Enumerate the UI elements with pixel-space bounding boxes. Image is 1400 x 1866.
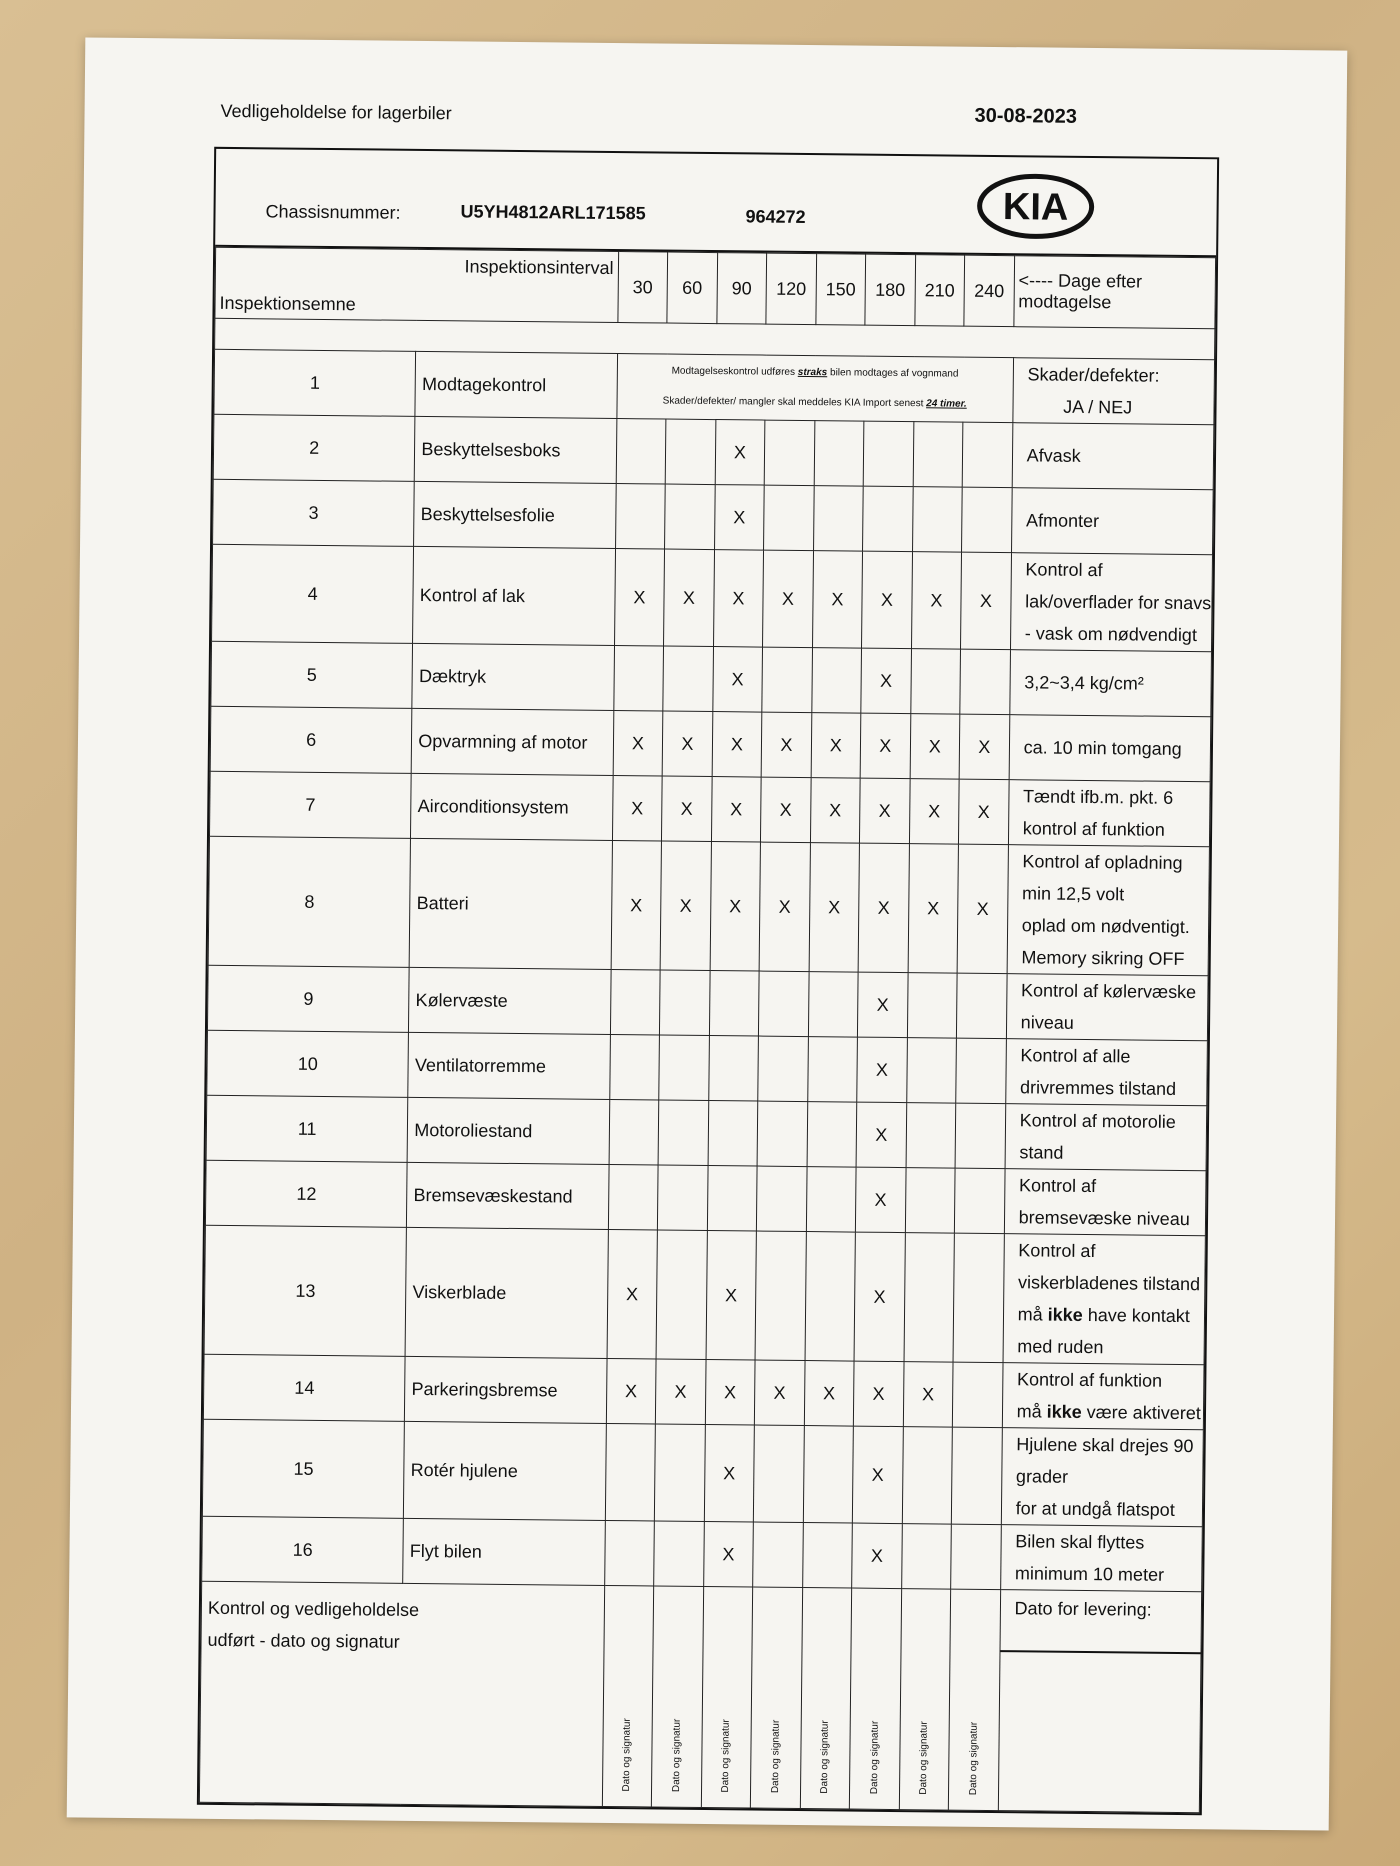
interval-mark [753,1522,803,1588]
interval-mark [660,970,710,1036]
interval-mark [610,969,660,1035]
description-line-1: Kontrol af kølervæske niveau [1020,980,1197,1033]
row-description [1000,1525,1202,1592]
interval-mark [758,1036,808,1102]
interval-mark: X [856,1102,906,1168]
row-number: 2 [213,414,415,481]
interval-mark: X [705,1360,755,1426]
description-line-2: oplad om nødventigt. Memory sikring OFF [1021,915,1190,970]
row-number: 6 [210,706,412,773]
interval-mark: X [959,714,1009,780]
interval-mark [757,1166,807,1232]
row-description [1001,1428,1203,1527]
description-line-1: Afmonter [1025,510,1100,532]
row-description [1010,553,1212,652]
row-description [1009,715,1211,782]
row-name: Viskerblade [405,1227,608,1358]
interval-mark [811,648,861,714]
table-row [210,706,1211,781]
interval-mark [757,1101,807,1167]
interval-mark [960,649,1010,715]
row-number: 3 [213,479,415,546]
interval-header-cell [215,247,618,322]
row-description [1002,1363,1204,1430]
interval-mark [807,1102,857,1168]
interval-mark: X [706,1231,757,1361]
row-number: 12 [205,1160,407,1227]
interval-mark [951,1427,1002,1525]
interval-mark [659,1035,709,1101]
signature-cell[interactable]: Dato og signatur [751,1587,803,1809]
interval-mark [663,646,713,712]
signature-cell[interactable]: Dato og signatur [850,1588,902,1810]
interval-mark: X [858,843,909,973]
days-note: <---- Dage efter modtagelse [1014,256,1216,329]
interval-mark: X [713,550,764,648]
description-line-1: Bilen skal flyttes minimum 10 meter [1014,1531,1165,1585]
interval-mark [807,1037,857,1103]
description-line-2: - vask om nødvendigt [1024,623,1197,646]
row-description [1007,845,1210,976]
interval-mark: X [704,1425,755,1523]
row-number: 16 [202,1516,404,1583]
description-line-2: kontrol af funktion [1022,818,1165,840]
description-line-1: 3,2~3,4 kg/cm² [1024,672,1144,694]
row-description [1013,358,1215,425]
table-row [203,1354,1204,1429]
interval-mark [955,1103,1005,1169]
interval-mark [802,1523,852,1589]
row-description [1006,974,1208,1041]
interval-mark [654,1521,704,1587]
interval-mark [613,646,663,712]
interval-mark [604,1520,654,1586]
interval-mark: X [662,776,712,842]
interval-mark [956,1038,1006,1104]
description-line-1: Kontrol af bremsevæske niveau [1018,1175,1190,1230]
interval-mark: X [961,552,1012,650]
row-description [1003,1234,1206,1365]
interval-day: 60 [667,252,717,324]
interval-mark: X [710,842,761,972]
table-row [212,544,1213,651]
interval-day: 180 [865,254,915,326]
interval-mark: X [908,844,959,974]
table-row [206,1095,1207,1170]
document-title: Vedligeholdelse for lagerbiler [220,100,452,124]
table-row [208,836,1209,975]
interval-mark [902,1427,953,1525]
interval-mark [609,1034,659,1100]
interval-mark [708,1036,758,1102]
row-name: Rotér hjulene [404,1421,606,1520]
interval-mark [904,1233,955,1363]
row-number: 5 [211,641,413,708]
inspection-form [197,147,1219,1815]
damage-value: JA / NEJ [1063,396,1133,418]
interval-mark: X [903,1362,953,1428]
interval-mark: X [911,552,962,650]
interval-day: 120 [766,253,816,325]
delivery-cell[interactable] [998,1590,1202,1813]
reception-note [617,354,1014,423]
interval-mark [806,1167,856,1233]
interval-mark: X [862,551,913,649]
signature-cell[interactable]: Dato og signatur [899,1589,951,1811]
interval-mark [907,973,957,1039]
row-description [1008,780,1210,847]
delivery-label: Dato for levering: [1000,1590,1201,1654]
row-number: 14 [203,1354,405,1421]
row-name: Motoroliestand [407,1097,609,1164]
signature-cell[interactable]: Dato og signatur [701,1586,753,1808]
kia-logo [975,171,1096,242]
interval-mark: X [852,1523,902,1589]
interval-mark [803,1426,854,1524]
interval-mark: X [959,779,1009,845]
interval-mark: X [860,713,910,779]
signature-label: Kontrol og vedligeholdelse udført - dato og signatur [199,1581,604,1806]
interval-mark: X [711,777,761,843]
interval-mark [813,486,863,552]
interval-mark: X [861,648,911,714]
row-number: 13 [204,1225,407,1356]
interval-mark [863,486,913,552]
interval-mark [905,1168,955,1234]
interval-mark: X [662,711,712,777]
interval-mark: X [612,776,662,842]
interval-mark [962,487,1012,553]
interval-mark [953,1233,1004,1363]
interval-mark: X [856,1167,906,1233]
interval-mark: X [957,844,1008,974]
interval-day: 30 [618,252,668,324]
interval-mark [665,419,715,485]
description-line-1: Kontrol af motorolie stand [1019,1110,1176,1163]
description-line-1: Afvask [1026,445,1081,466]
description-line-2: må ikke være aktiveret [1016,1401,1201,1424]
row-description [1009,650,1211,717]
interval-mark [764,420,814,486]
interval-mark: X [611,841,662,971]
description-line-1: Kontrol af viskerbladenes tilstand [1017,1240,1201,1295]
description-line-1: Hjulene skal drejes 90 grader [1015,1434,1194,1487]
row-number: 10 [207,1030,409,1097]
interval-mark: X [857,1037,907,1103]
signature-row [199,1581,1201,1812]
interval-mark [805,1232,856,1362]
table-row [209,771,1210,846]
interval-mark [962,422,1012,488]
chassis-label: Chassisnummer: [265,201,401,223]
interval-mark [912,487,962,553]
interval-mark: X [606,1358,656,1424]
interval-mark [615,484,665,550]
interval-mark: X [811,713,861,779]
interval-mark [910,649,960,715]
row-name: Opvarmning af motor [411,708,613,775]
row-name: Airconditionsystem [411,773,613,840]
row-name: Ventilatorremme [408,1032,610,1099]
interval-mark [609,1099,659,1165]
interval-day: 90 [717,253,767,325]
interval-mark [901,1524,951,1590]
interval-day: 150 [816,254,866,326]
interval-mark: X [656,1359,706,1425]
paper-sheet [67,37,1348,1830]
interval-mark: X [810,778,860,844]
interval-mark [608,1164,658,1230]
interval-mark: X [763,550,814,648]
form-header [215,149,1217,257]
interval-mark: X [761,777,811,843]
row-name: Bremsevæskestand [407,1162,609,1229]
row-description [1005,1039,1207,1106]
interval-mark: X [858,972,908,1038]
signature-cell[interactable]: Dato og signatur [948,1589,1000,1811]
interval-mark [814,421,864,487]
table-row [213,414,1214,489]
row-number: 8 [208,836,411,967]
interval-mark [665,484,715,550]
interval-mark [656,1230,707,1360]
interval-mark [658,1165,708,1231]
interval-day: 240 [964,255,1014,327]
table-row [202,1419,1203,1526]
row-name: Flyt bilen [403,1518,605,1585]
interval-mark: X [660,841,711,971]
reference-number: 964272 [745,206,806,227]
interval-mark [754,1425,805,1523]
row-name: Modtagekontrol [415,351,617,418]
interval-mark [759,971,809,1037]
interval-mark: X [812,551,863,649]
row-name: Parkeringsbremse [405,1356,607,1423]
row-name: Kølervæste [409,967,611,1034]
interval-mark: X [809,843,860,973]
interval-mark [955,1168,1005,1234]
interval-mark: X [712,647,762,713]
signature-cell[interactable]: Dato og signatur [652,1586,704,1808]
signature-cell[interactable]: Dato og signatur [800,1588,852,1810]
table-row [207,1030,1208,1105]
interval-mark [906,1038,956,1104]
interval-mark: X [607,1229,658,1359]
interval-label: Inspektionsinterval [464,256,614,278]
interval-mark [863,421,913,487]
chassis-number: U5YH4812ARL171585 [460,201,646,224]
table-row [205,1160,1206,1235]
row-description [1011,488,1213,555]
row-description [1012,423,1214,490]
interval-mark: X [755,1360,805,1426]
interval-mark: X [854,1361,904,1427]
table-row [214,349,1215,424]
note-line-2: Skader/defekter/ mangler skal meddeles KIA Import senest 24 timer. [662,395,967,410]
interval-mark [762,647,812,713]
row-number: 15 [202,1419,404,1518]
interval-mark [709,971,759,1037]
damage-label: Skader/defekter: [1027,364,1160,386]
subject-label: Inspektionsemne [219,292,356,315]
description-line-1: Kontrol af lak/overflader for snavs [1025,559,1212,614]
row-name: Batteri [409,838,612,969]
interval-mark [913,422,963,488]
interval-mark: X [860,778,910,844]
row-name: Kontrol af lak [413,546,615,645]
interval-mark [616,419,666,485]
description-line-1: Kontrol af opladning min 12,5 volt [1021,851,1183,905]
interval-mark [764,485,814,551]
row-number: 4 [212,544,414,643]
interval-mark [957,973,1007,1039]
interval-mark: X [715,420,765,486]
interval-mark: X [852,1426,903,1524]
description-line-2: for at undgå flatspot [1015,1498,1175,1520]
interval-mark [951,1524,1001,1590]
interval-mark: X [761,712,811,778]
table-row [207,965,1208,1040]
row-name: Beskyttelsesboks [415,416,617,483]
interval-mark: X [614,549,665,647]
interval-mark [906,1103,956,1169]
interval-mark: X [714,485,764,551]
interval-mark: X [712,712,762,778]
interval-mark: X [910,714,960,780]
description-line-1: ca. 10 min tomgang [1023,737,1182,759]
interval-mark: X [909,779,959,845]
document-date: 30-08-2023 [974,104,1078,128]
interval-mark [708,1101,758,1167]
interval-mark [605,1423,656,1521]
row-number: 11 [206,1095,408,1162]
row-name: Dæktryk [412,643,614,710]
interval-mark: X [703,1522,753,1588]
interval-mark [755,1231,806,1361]
row-description [1005,1104,1207,1171]
table-row [202,1516,1203,1591]
interval-mark [808,972,858,1038]
interval-mark [655,1424,706,1522]
table-row [213,479,1214,554]
interval-mark [707,1166,757,1232]
signature-cell[interactable]: Dato og signatur [602,1585,654,1807]
interval-mark: X [804,1361,854,1427]
interval-mark [953,1362,1003,1428]
kia-logo-text: KIA [1002,186,1069,229]
note-line-1: Modtagelseskontrol udføres straks bilen modtages af vognmand [671,365,959,380]
row-name: Beskyttelsesfolie [414,481,616,548]
interval-mark: X [759,842,810,972]
description-line-1: Kontrol af funktion [1016,1369,1163,1391]
row-number: 7 [209,771,411,838]
interval-mark: X [613,711,663,777]
interval-mark [658,1100,708,1166]
description-line-2: må ikke have kontakt med ruden [1017,1304,1190,1358]
interval-header-row [215,247,1216,328]
row-number: 9 [207,965,409,1032]
interval-mark: X [664,549,715,647]
table-row [204,1225,1205,1364]
row-description [1004,1169,1206,1236]
description-line-1: Tændt ifb.m. pkt. 6 [1023,786,1174,808]
inspection-table [199,247,1216,1813]
interval-day: 210 [915,255,965,327]
description-line-1: Kontrol af alle drivremmes tilstand [1019,1045,1177,1099]
row-number: 1 [214,349,416,416]
interval-mark: X [854,1232,905,1362]
table-row [211,641,1212,716]
